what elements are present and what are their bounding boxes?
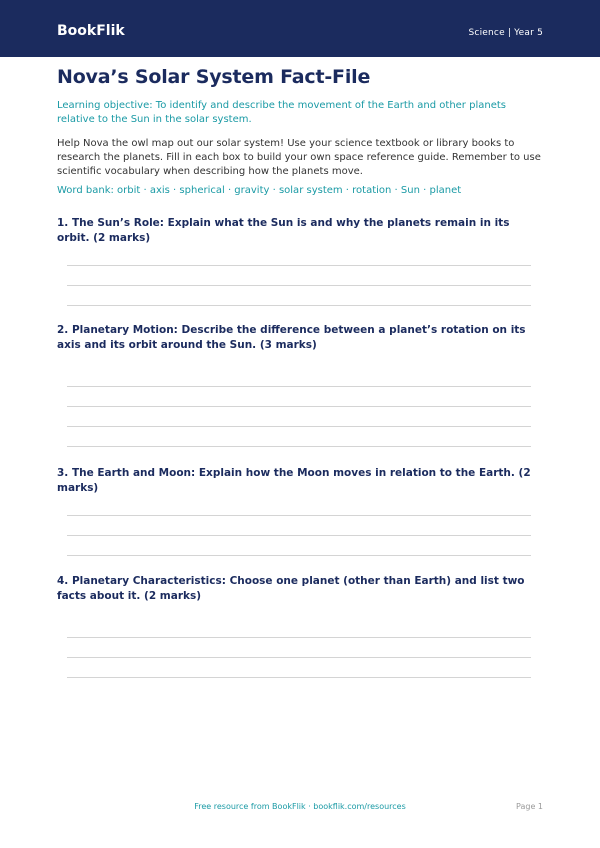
question-4: 4. Planetary Characteristics: Choose one planet (other than Earth) and list two facts about it. (2 marks): [57, 575, 525, 602]
question-3: 3. The Earth and Moon: Explain how the Moon moves in relation to the Earth. (2 marks): [57, 467, 531, 494]
word-bank: Word bank: orbit · axis · spherical · gravity · solar system · rotation · Sun · planet: [57, 185, 462, 196]
question-2: 2. Planetary Motion: Describe the difference between a planet’s rotation on its axis and its orbit around the Sun. (3 marks): [57, 324, 526, 351]
subject-breadcrumb: Science | Year 5: [468, 28, 543, 38]
page-number: Page 1: [516, 802, 543, 811]
page-header: [0, 0, 600, 57]
brand-logo: BookFlik: [57, 23, 125, 39]
answer-line[interactable]: [67, 677, 531, 678]
question-1: 1. The Sun’s Role: Explain what the Sun is and why the planets remain in its orbit. (2 marks): [57, 217, 510, 244]
answer-line[interactable]: [67, 406, 531, 407]
intro-text: Help Nova the owl map out our solar system! Use your science textbook or library books to research the planets. Fill in each box to build your own space reference guide. Remember to use scientific vocabulary when describing how the planets move.: [57, 138, 541, 177]
answer-line[interactable]: [67, 555, 531, 556]
page-title: Nova’s Solar System Fact-File: [57, 66, 371, 88]
answer-line[interactable]: [67, 386, 531, 387]
answer-line[interactable]: [67, 285, 531, 286]
answer-line[interactable]: [67, 515, 531, 516]
answer-line[interactable]: [67, 265, 531, 266]
learning-objective: Learning objective: To identify and describe the movement of the Earth and other planets relative to the Sun in the solar system.: [57, 100, 506, 125]
answer-line[interactable]: [67, 426, 531, 427]
answer-line[interactable]: [67, 446, 531, 447]
answer-line[interactable]: [67, 637, 531, 638]
answer-line[interactable]: [67, 535, 531, 536]
answer-line[interactable]: [67, 657, 531, 658]
footer-source: Free resource from BookFlik · bookflik.com/resources: [194, 802, 406, 811]
answer-line[interactable]: [67, 305, 531, 306]
